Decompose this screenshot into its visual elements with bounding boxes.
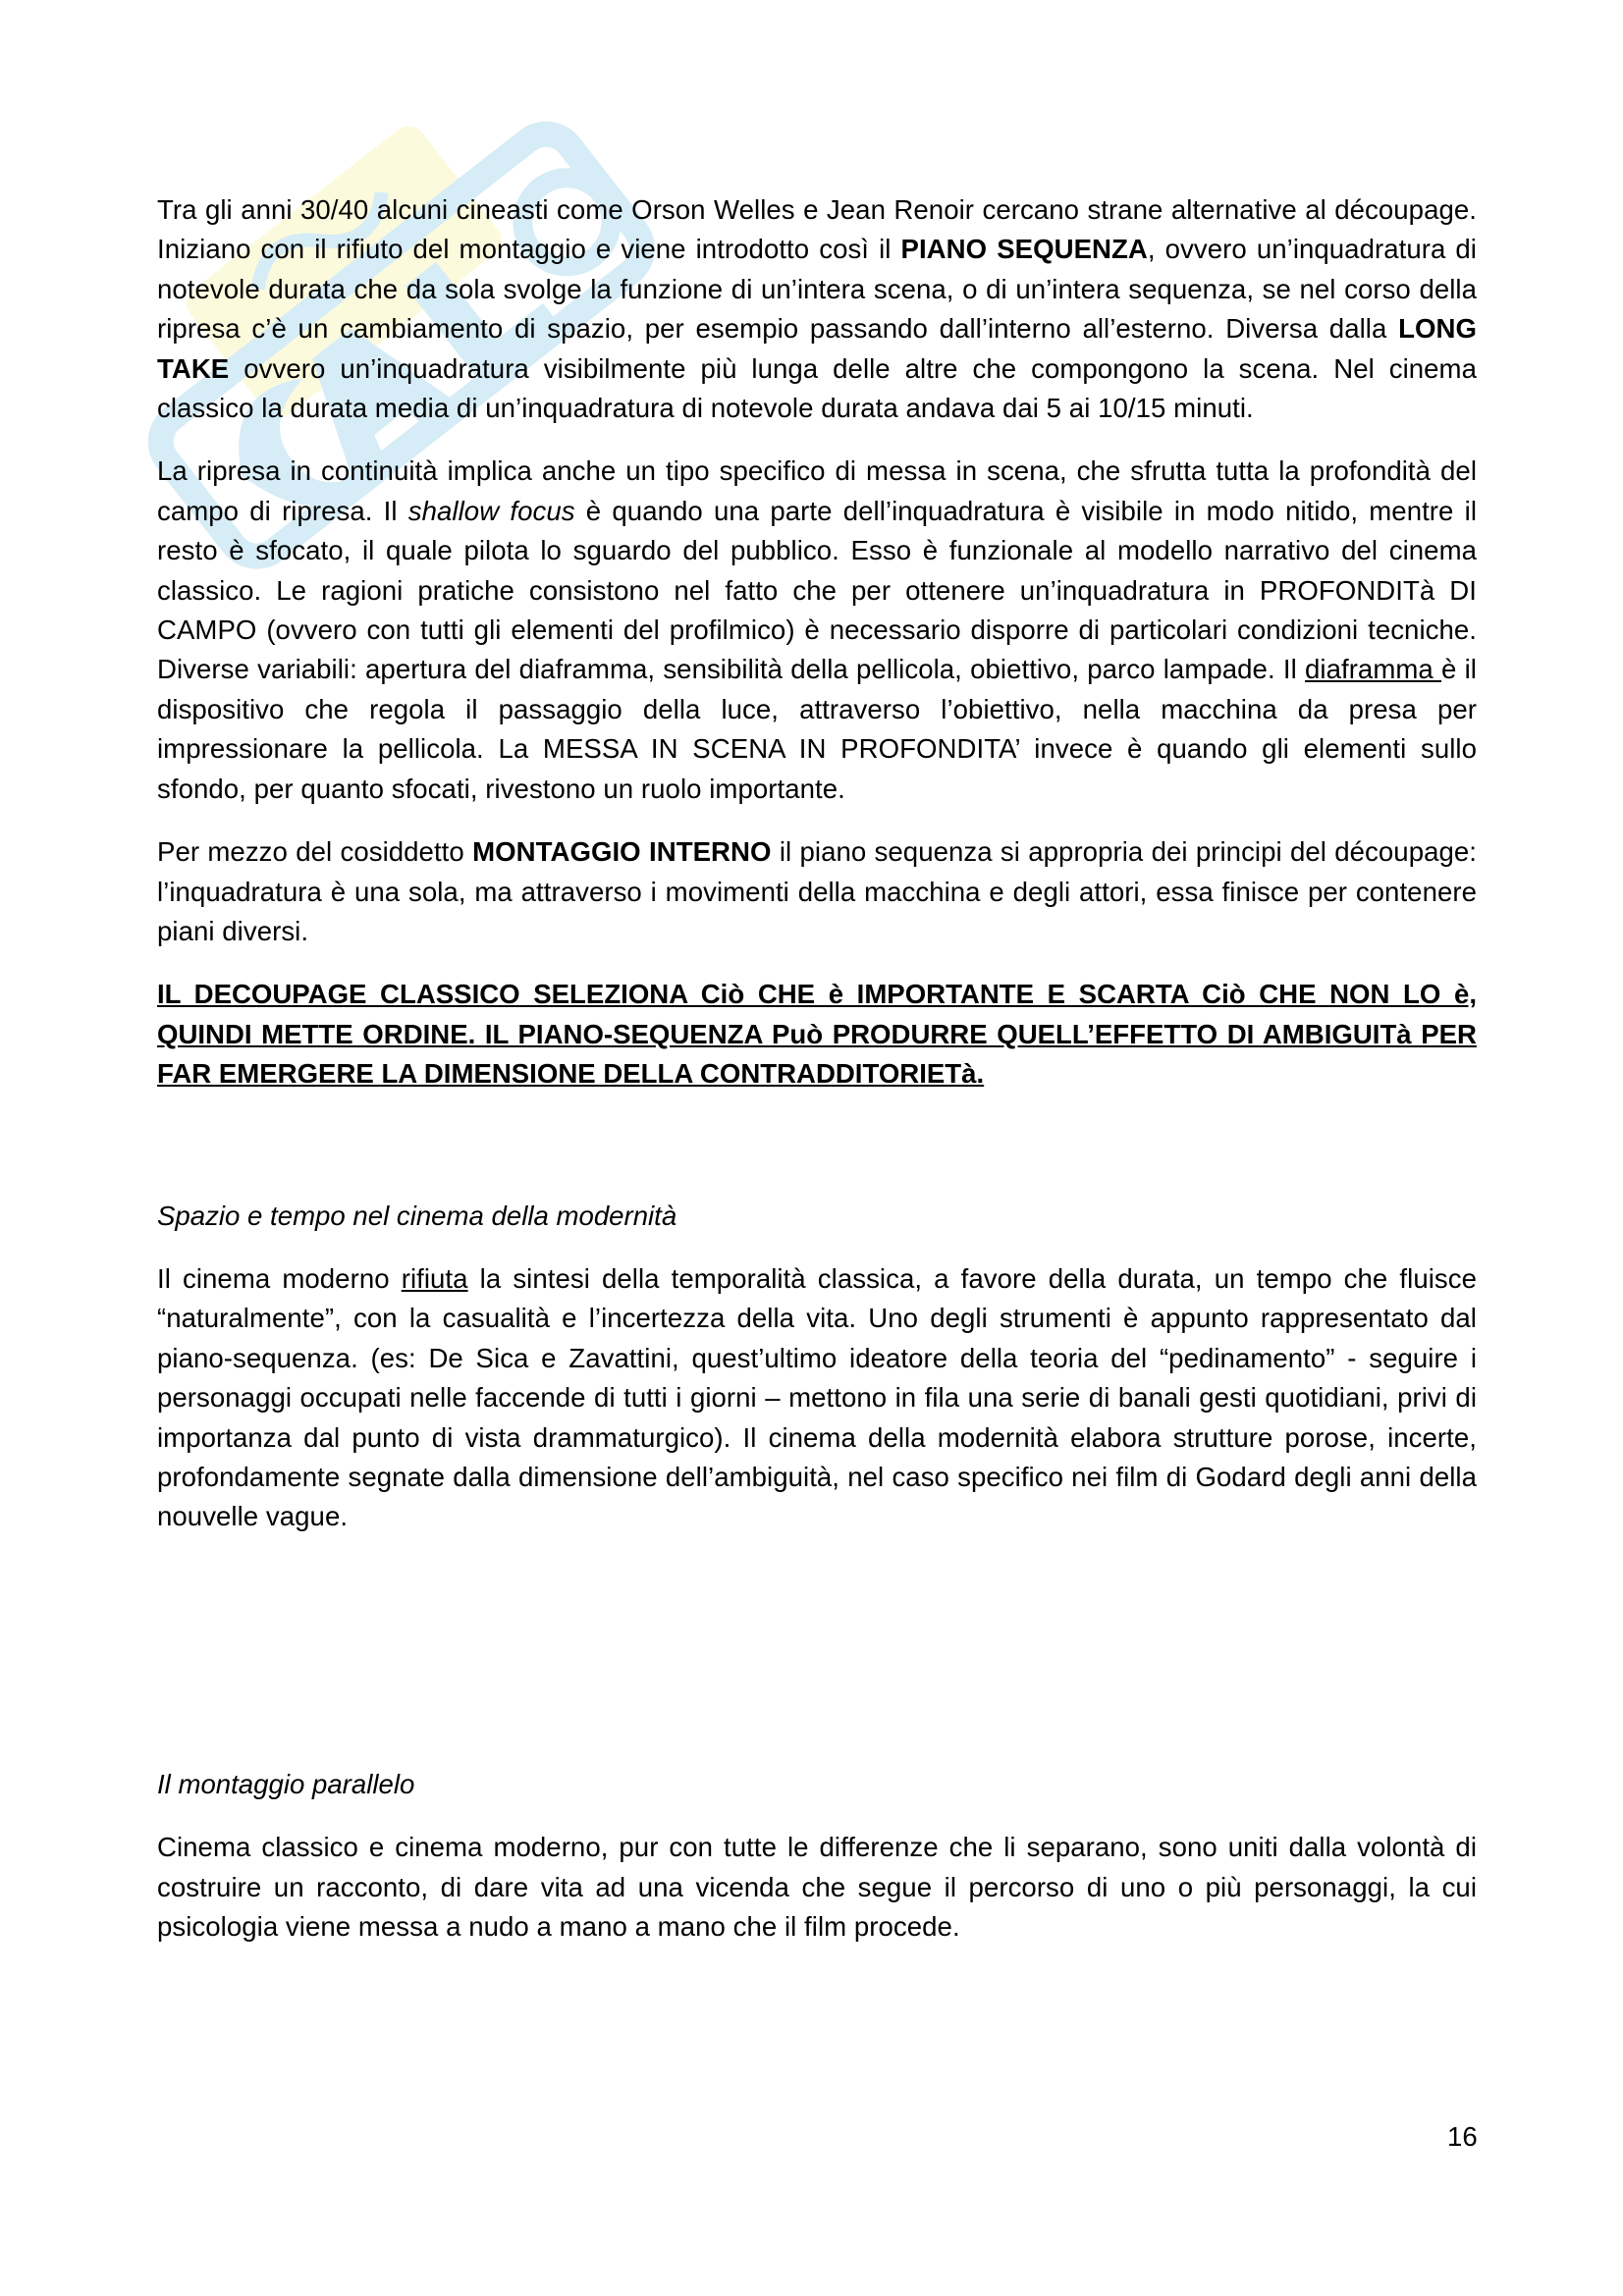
text-run: Per mezzo del cosiddetto — [157, 836, 473, 868]
text-run: , ovvero un’inquadratura di notevole durata che da sola svolge la funzione di un’intera scena, o di un’intera sequenza, se nel corso della ripresa c’è un cambiamento di spazio, per esempio passando dall’interno all’esterno. Diversa dalla — [157, 234, 1477, 345]
paragraph-classico-moderno: Cinema classico e cinema moderno, pur con tutte le differenze che li separano, sono uniti dalla volontà di costruire un racconto, di dare vita ad una vicenda che segue il percorso di uno o più personaggi, la cui psicologia viene messa a nudo a mano a mano che il film procede. — [157, 1832, 1477, 1942]
paragraph-cinema-moderno — [157, 1259, 1477, 1537]
document-body — [157, 190, 1477, 1947]
paragraph-piano-sequenza — [157, 190, 1477, 428]
text-run: è il dispositivo che regola il passaggio della luce, attraverso l’obiettivo, nella macchina da presa per impressionare la pellicola. La MESSA IN SCENA IN PROFONDITA’ invece è quando gli elementi sullo sfondo, per quanto sfocati, rivestono un ruolo importante. — [157, 654, 1477, 804]
text-run: Il cinema moderno — [157, 1262, 402, 1294]
paragraph-profondita-campo — [157, 452, 1477, 809]
term-montaggio-interno: MONTAGGIO INTERNO — [472, 836, 772, 868]
text-run: il piano sequenza si appropria dei principi del découpage: l’inquadratura è una sola, ma attraverso i movimenti della macchina e degli attori, essa finisce per contenere piani diversi. — [157, 836, 1477, 946]
term-piano-sequenza: PIANO SEQUENZA — [900, 234, 1148, 265]
term-long-take: LONG TAKE — [157, 313, 1477, 384]
text-run: Tra gli anni 30/40 alcuni cineasti come Orson Welles e Jean Renoir cercano strane alternative al découpage. Iniziano con il rifiuto del montaggio e viene introdotto così il — [157, 194, 1477, 265]
term-shallow-focus: shallow focus — [407, 495, 575, 526]
text-run: ovvero un’inquadratura visibilmente più lunga delle altre che compongono la scena. Nel cinema classico la durata media di un’inquadratura di notevole durata andava dai 5 ai 10/15 minuti. — [157, 352, 1477, 424]
page-number: 16 — [1447, 2121, 1478, 2152]
paragraph-decoupage-summary: IL DECOUPAGE CLASSICO SELEZIONA Ciò CHE è IMPORTANTE E SCARTA Ciò CHE NON LO è, QUINDI METTE ORDINE. IL PIANO-SEQUENZA Può PRODURRE QUELL’EFFETTO DI AMBIGUITà PER FAR EMERGERE LA DIMENSIONE DELLA CONTRADDITORIETà. — [157, 979, 1477, 1090]
section-heading-modernita: Spazio e tempo nel cinema della modernità — [157, 1200, 677, 1231]
paragraph-montaggio-interno — [157, 832, 1477, 951]
section-heading-montaggio-parallelo: Il montaggio parallelo — [157, 1768, 415, 1799]
text-run: La ripresa in continuità implica anche un tipo specifico di messa in scena, che sfrutta tutta la profondità del campo di ripresa. Il — [157, 455, 1477, 526]
term-diaframma: diaframma — [1305, 654, 1442, 685]
term-rifiuta: rifiuta — [401, 1262, 468, 1294]
text-run: è quando una parte dell’inquadratura è visibile in modo nitido, mentre il resto è sfocato, il quale pilota lo sguardo del pubblico. Esso è funzionale al modello narrativo del cinema classico. Le ragioni pratiche consistono nel fatto che per ottenere un’inquadratura in PROFONDITà DI CAMPO (ovvero con tutti gli elementi del profilmico) è necessario disporre di particolari condizioni tecniche. Diverse variabili: apertura del diaframma, sensibilità della pellicola, obiettivo, parco lampade. Il — [157, 495, 1478, 685]
text-run: la sintesi della temporalità classica, a favore della durata, un tempo che fluisce “naturalmente”, con la casualità e l’incertezza della vita. Uno degli strumenti è appunto rappresentato dal piano-sequenza. (es: De Sica e Zavattini, quest’ultimo ideatore della teoria del “pedinamento” - seguire i personaggi occupati nelle faccende di tutti i giorni – mettono in fila una serie di banali gesti quotidiani, privi di importanza dal punto di vista drammaturgico). Il cinema della modernità elabora strutture porose, incerte, profondamente segnate dalla dimensione dell’ambiguità, nel caso specifico nei film di Godard degli anni della nouvelle vague. — [157, 1262, 1477, 1532]
